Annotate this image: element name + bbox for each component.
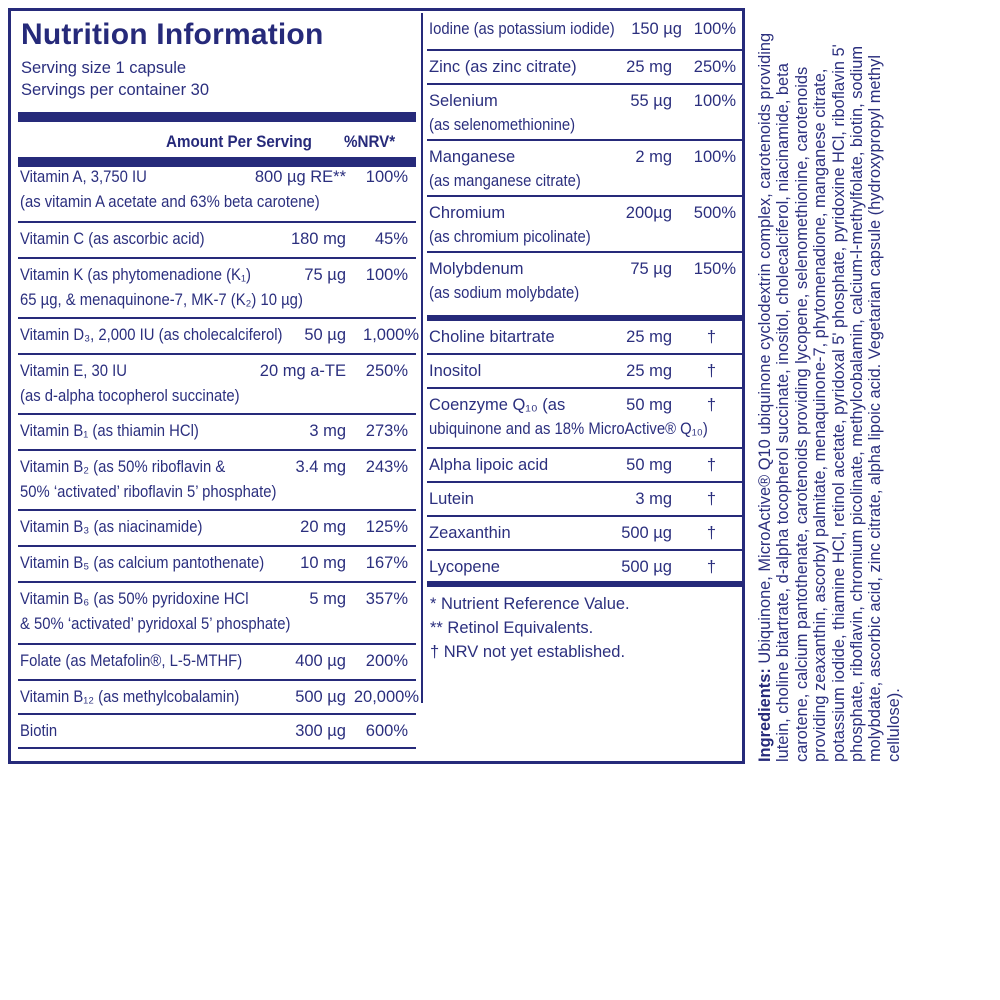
nutrient-name: Iodine (as potassium iodide) <box>429 20 615 38</box>
nutrient-nrv: † <box>706 524 716 542</box>
ingredients-list: Ubiquinone, MicroActive® Q10 ubiquinone cyclodextrin complex, carotenoids providing lutein, choline bitartrate, d-alpha tocopherol succinate, inositol, cholecalciferol, niacinamide, beta carotene, calcium pantothenate, carotenoids providing lycopene, selenomethionine, carotenoids providing zeaxanthin, ascorbyl palmitate, menaquinone-7, phytomenadione, manganese citrate, potassium iodide, thiamine HCl, retinol acetate, pyridoxal 5' phosphate, pyridoxine HCl, riboflavin 5' phosphate, riboflavin, chromium picolinate, methylcobalamin, calcium-l-methylfolate, biotin, sodium molybdate, ascorbic acid, zinc citrate, alpha lipoic acid. Vegetarian capsule (hydroxypropyl methyl cellulose). <box>756 32 903 762</box>
nutrient-name: Vitamin E, 30 IU <box>20 362 128 380</box>
nutrient-row <box>18 223 416 259</box>
nutrient-amount: 25 mg <box>626 58 672 76</box>
nutrient-row <box>18 415 416 451</box>
ingredients-text <box>756 10 978 762</box>
nutrient-name: Zeaxanthin <box>429 524 511 542</box>
nutrient-amount: 180 mg <box>290 230 346 248</box>
nutrient-nrv: † <box>706 558 716 576</box>
nutrient-name: Zinc (as zinc citrate) <box>429 58 577 76</box>
nutrient-row <box>427 51 742 85</box>
minerals-divider-bar <box>427 315 742 321</box>
nutrition-panel <box>8 8 745 764</box>
nutrient-amount: 10 mg <box>300 554 346 572</box>
nutrient-row <box>18 259 416 319</box>
nutrient-name: Vitamin B₅ (as calcium pantothenate) <box>20 554 265 572</box>
nutrient-row <box>427 253 742 315</box>
nutrient-nrv: 100% <box>693 148 736 166</box>
nutrient-source: 65 µg, & menaquinone-7, MK-7 (K₂) 10 µg) <box>20 291 303 309</box>
nutrient-name: Vitamin D₃, 2,000 IU (as cholecalciferol) <box>20 326 283 344</box>
nutrient-name: Folate (as Metafolin®, L-5-MTHF) <box>20 652 243 670</box>
nutrient-nrv: 20,000% <box>353 688 419 706</box>
nutrient-source: & 50% ‘activated’ pyridoxal 5’ phosphate) <box>20 615 291 633</box>
footnote-divider-bar <box>427 581 742 587</box>
nutrient-amount: 2 mg <box>635 148 672 166</box>
nutrient-name: Chromium <box>429 204 506 222</box>
nutrient-name: Vitamin C (as ascorbic acid) <box>20 230 205 248</box>
nutrient-amount: 55 µg <box>630 92 672 110</box>
nutrient-amount: 25 mg <box>626 328 672 346</box>
nutrient-nrv: 1,000% <box>363 326 419 344</box>
nutrient-row <box>18 583 416 645</box>
nutrient-name: Selenium <box>429 92 498 110</box>
footnote-dagger: † NRV not yet established. <box>430 643 626 661</box>
nutrient-amount: 400 µg <box>295 652 346 670</box>
nutrient-nrv: 167% <box>365 554 408 572</box>
nutrient-nrv: 100% <box>365 168 408 186</box>
nutrient-name: Vitamin B₂ (as 50% riboflavin & <box>20 458 226 476</box>
nutrient-amount: 500 µg <box>621 524 672 542</box>
nutrient-name: Vitamin B₃ (as niacinamide) <box>20 518 203 536</box>
nutrient-nrv: 100% <box>693 92 736 110</box>
nutrient-amount: 75 µg <box>304 266 346 284</box>
nutrient-name: Lutein <box>429 490 474 508</box>
nutrient-amount: 500 µg <box>295 688 346 706</box>
nutrient-nrv: † <box>706 396 716 414</box>
nutrient-amount: 20 mg <box>300 518 346 536</box>
nutrient-amount: 50 mg <box>626 456 672 474</box>
nutrient-amount: 50 mg <box>626 396 672 414</box>
nutrient-amount: 3 mg <box>309 422 346 440</box>
nutrient-row <box>18 319 419 355</box>
nutrient-name: Vitamin K (as phytomenadione (K₁) <box>20 266 251 284</box>
nutrient-row <box>427 13 742 51</box>
nutrient-row <box>427 141 742 197</box>
nutrient-amount: 150 µg <box>631 20 682 38</box>
serving-size: Serving size 1 capsule <box>21 59 187 77</box>
nutrient-name: Vitamin A, 3,750 IU <box>20 168 147 186</box>
nutrient-amount: 50 µg <box>304 326 346 344</box>
nutrient-amount: 800 µg RE** <box>254 168 346 186</box>
nutrient-source: (as manganese citrate) <box>429 172 581 190</box>
nutrient-name: Alpha lipoic acid <box>429 456 549 474</box>
nutrient-nrv: † <box>706 490 716 508</box>
nutrient-amount: 3.4 mg <box>295 458 346 476</box>
nutrient-nrv: 600% <box>365 722 408 740</box>
nutrient-nrv: 100% <box>693 20 736 38</box>
nutrient-nrv: † <box>706 362 716 380</box>
nutrient-name: Molybdenum <box>429 260 524 278</box>
nutrient-nrv: 100% <box>365 266 408 284</box>
nutrient-source: (as d-alpha tocopherol succinate) <box>20 387 240 405</box>
nutrient-row <box>427 355 742 389</box>
nutrient-name: Choline bitartrate <box>429 328 555 346</box>
nutrient-nrv: 243% <box>365 458 408 476</box>
nutrient-source: (as chromium picolinate) <box>429 228 591 246</box>
nutrient-row <box>18 161 416 223</box>
nutrient-amount: 25 mg <box>626 362 672 380</box>
servings-per-container: Servings per container 30 <box>21 81 210 99</box>
nutrient-amount: 500 µg <box>621 558 672 576</box>
nutrient-nrv: † <box>706 456 716 474</box>
ingredients-label: Ingredients: <box>756 668 774 762</box>
nutrient-amount: 75 µg <box>630 260 672 278</box>
nutrient-name: Manganese <box>429 148 516 166</box>
nutrient-name: Lycopene <box>429 558 500 576</box>
column-divider <box>421 13 423 703</box>
header-top-bar <box>18 112 416 122</box>
nutrient-row <box>427 389 742 449</box>
nutrient-name: Coenzyme Q₁₀ (as <box>429 396 566 414</box>
nutrient-name: Vitamin B₆ (as 50% pyridoxine HCl <box>20 590 249 608</box>
nutrient-amount: 200µg <box>625 204 672 222</box>
nutrient-row <box>18 715 416 749</box>
nutrient-name: Biotin <box>20 722 58 740</box>
nutrient-row <box>427 483 742 517</box>
nutrient-nrv: 125% <box>365 518 408 536</box>
nutrient-nrv: 250% <box>365 362 408 380</box>
nutrient-amount: 300 µg <box>295 722 346 740</box>
nutrient-nrv: 273% <box>365 422 408 440</box>
nutrient-row <box>18 355 416 415</box>
nutrient-row <box>427 449 742 483</box>
nutrient-row <box>427 321 742 355</box>
nutrient-source: (as vitamin A acetate and 63% beta carotene) <box>20 193 320 211</box>
nutrient-nrv: 250% <box>693 58 736 76</box>
footnote-nrv: * Nutrient Reference Value. <box>430 595 630 613</box>
nutrient-nrv: 150% <box>693 260 736 278</box>
nutrient-row <box>427 85 742 141</box>
nutrient-nrv: 45% <box>374 230 408 248</box>
nutrient-nrv: † <box>706 328 716 346</box>
nutrient-source: (as sodium molybdate) <box>429 284 580 302</box>
nutrient-source: ubiquinone and as 18% MicroActive® Q₁₀) <box>429 420 708 438</box>
nutrient-row <box>427 197 742 253</box>
nutrient-name: Vitamin B₁₂ (as methylcobalamin) <box>20 688 240 706</box>
nutrient-source: (as selenomethionine) <box>429 116 576 134</box>
nutrient-row <box>18 645 416 681</box>
nutrient-row <box>18 547 416 583</box>
nutrient-row <box>18 681 419 715</box>
nutrient-nrv: 357% <box>365 590 408 608</box>
nutrient-source: 50% ‘activated’ riboflavin 5’ phosphate) <box>20 483 277 501</box>
nutrient-row <box>427 517 742 551</box>
nrv-header: %NRV* <box>344 133 396 151</box>
panel-title: Nutrition Information <box>21 18 324 51</box>
nutrient-name: Inositol <box>429 362 482 380</box>
nutrient-row <box>18 451 416 511</box>
amount-per-serving-header: Amount Per Serving <box>166 133 312 151</box>
nutrient-nrv: 500% <box>693 204 736 222</box>
nutrient-amount: 5 mg <box>309 590 346 608</box>
nutrient-name: Vitamin B₁ (as thiamin HCl) <box>20 422 199 440</box>
nutrient-amount: 3 mg <box>635 490 672 508</box>
nutrient-amount: 20 mg a-TE <box>259 362 346 380</box>
nutrient-row <box>18 511 416 547</box>
nutrient-row <box>427 551 742 585</box>
footnote-retinol: ** Retinol Equivalents. <box>430 619 594 637</box>
nutrient-nrv: 200% <box>365 652 408 670</box>
